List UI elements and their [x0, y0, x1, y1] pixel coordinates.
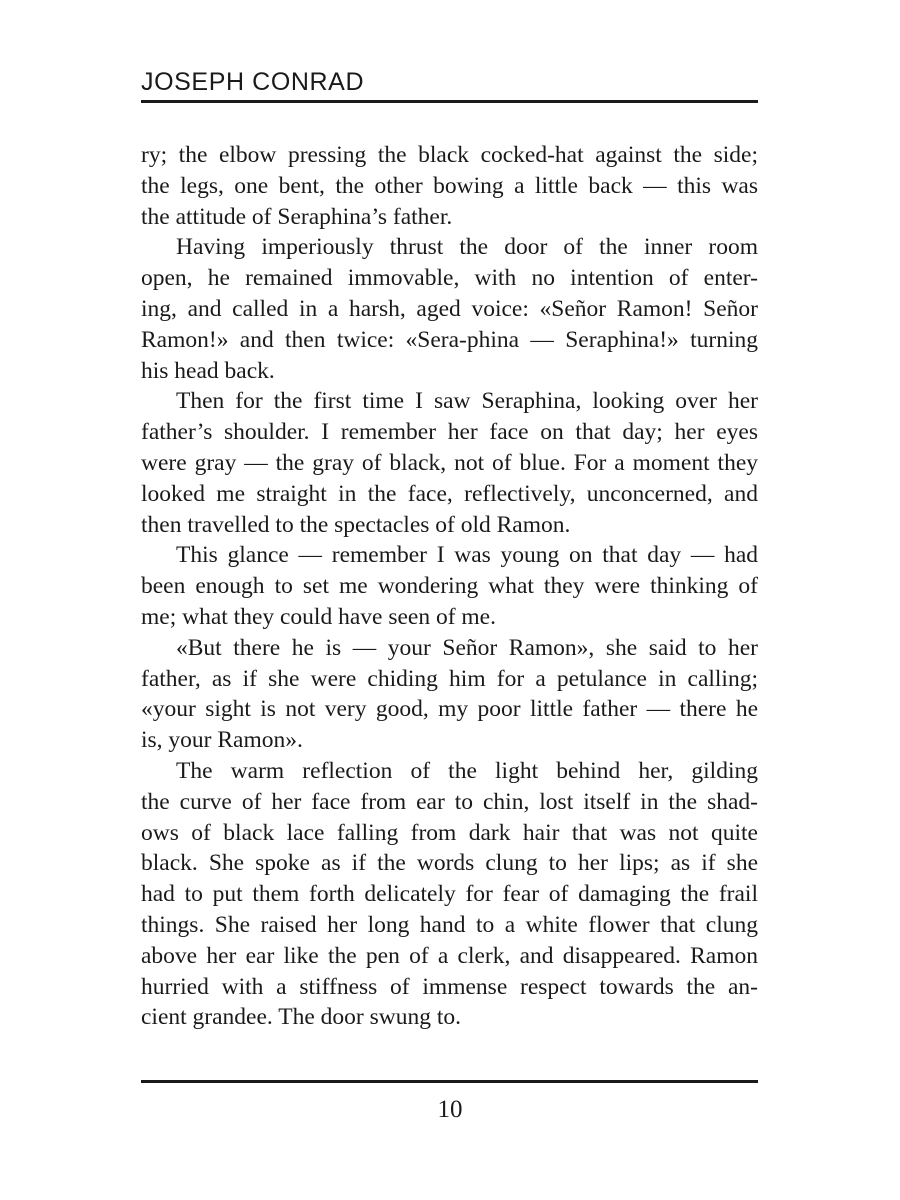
text-line: looked me straight in the face, reflectively, unconcerned, and: [141, 480, 758, 507]
text-line: been enough to set me wondering what they were thinking of: [141, 573, 758, 600]
body-text: [141, 140, 758, 1033]
text-line: then travelled to the spectacles of old Ramon.: [141, 511, 571, 538]
text-line: me; what they could have seen of me.: [141, 603, 496, 630]
footer-rule: [141, 1080, 758, 1083]
text-line: cient grandee. The door swung to.: [141, 1004, 461, 1031]
header-rule: [141, 100, 758, 103]
text-line: the legs, one bent, the other bowing a little back — this was: [141, 172, 758, 199]
text-line: Having imperiously thrust the door of the inner room: [176, 234, 758, 261]
text-line: «But there he is — your Señor Ramon», she said to her: [176, 634, 758, 661]
text-line: things. She raised her long hand to a white flower that clung: [141, 911, 758, 938]
text-line: open, he remained immovable, with no intention of enter-: [141, 265, 758, 292]
text-line: the curve of her face from ear to chin, lost itself in the shad-: [141, 788, 758, 815]
text-line: his head back.: [141, 357, 275, 384]
text-line: Then for the first time I saw Seraphina, looking over her: [176, 388, 758, 415]
paragraph: [141, 232, 758, 386]
text-line: The warm reflection of the light behind her, gilding: [176, 757, 758, 784]
text-line: ry; the elbow pressing the black cocked-hat against the side;: [141, 142, 758, 168]
paragraph: [141, 386, 758, 540]
text-line: black. She spoke as if the words clung to her lips; as if she: [141, 850, 758, 877]
text-line: were gray — the gray of black, not of blue. For a moment they: [141, 449, 758, 476]
text-line: father’s shoulder. I remember her face on that day; her eyes: [141, 419, 758, 446]
text-line: is, your Ramon».: [141, 727, 303, 754]
text-line: «your sight is not very good, my poor little father — there he: [141, 696, 758, 723]
page-number: 10: [437, 1096, 463, 1123]
paragraph: [141, 540, 758, 632]
text-line: above her ear like the pen of a clerk, and disappeared. Ramon: [141, 942, 758, 969]
text-line: the attitude of Seraphina’s father.: [141, 203, 453, 230]
paragraph: [141, 140, 758, 232]
text-line: hurried with a stiffness of immense respect towards the an-: [141, 973, 758, 1000]
paragraph: [141, 756, 758, 1033]
text-line: had to put them forth delicately for fear of damaging the frail: [141, 881, 758, 908]
text-line: ing, and called in a harsh, aged voice: «Señor Ramon! Señor: [141, 295, 758, 322]
text-line: Ramon!» and then twice: «Sera-phina — Seraphina!» turning: [141, 326, 758, 353]
text-line: father, as if she were chiding him for a petulance in calling;: [141, 665, 758, 692]
paragraph: [141, 633, 758, 756]
text-line: ows of black lace falling from dark hair that was not quite: [141, 819, 758, 846]
running-head-author: JOSEPH CONRAD: [141, 68, 365, 96]
text-line: This glance — remember I was young on that day — had: [176, 542, 758, 569]
